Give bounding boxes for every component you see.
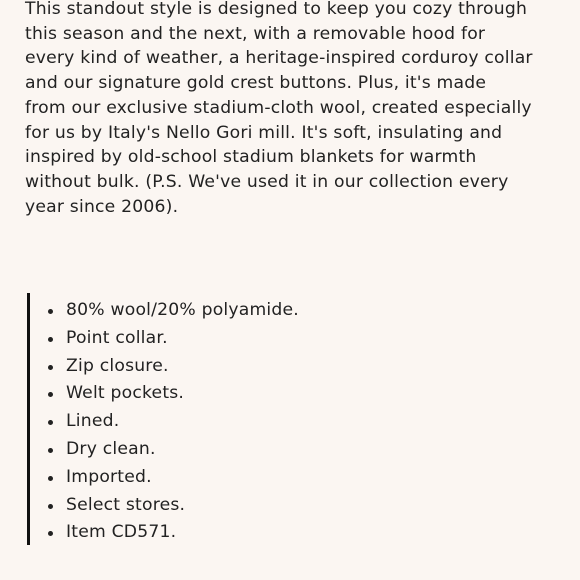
list-item-label: Dry clean. [66, 438, 156, 459]
list-item [48, 492, 299, 520]
list-item-label: Item CD571. [66, 522, 177, 543]
list-item-label: 80% wool/20% polyamide. [66, 300, 299, 320]
list-item-label: Select stores. [66, 494, 186, 515]
description-line: inspired by old-school stadium blankets for warmth [25, 147, 477, 168]
product-details-list [27, 293, 299, 545]
bullet-icon [48, 392, 53, 397]
list-item [48, 436, 299, 464]
bullet-icon [48, 531, 53, 536]
bullet-icon [48, 448, 53, 453]
list-item-label: Point collar. [66, 327, 168, 348]
list-item [48, 325, 299, 353]
list-item [48, 408, 299, 436]
list-item-label: Lined. [66, 411, 120, 432]
bullet-icon [48, 337, 53, 342]
list-item [48, 380, 299, 408]
details-bullet-list [30, 293, 299, 547]
bullet-icon [48, 420, 53, 425]
list-item-label: Welt pockets. [66, 383, 185, 404]
description-line: this season and the next, with a removable hood for [25, 23, 486, 44]
list-item [48, 519, 299, 547]
description-line: every kind of weather, a heritage-inspired corduroy collar [25, 48, 533, 69]
list-item [48, 297, 299, 325]
description-line: from our exclusive stadium-cloth wool, created especially [25, 97, 532, 118]
bullet-icon [48, 365, 53, 370]
description-line: year since 2006). [25, 196, 179, 217]
list-item [48, 464, 299, 492]
bullet-icon [48, 309, 53, 314]
list-item [48, 353, 299, 381]
description-line: for us by Italy's Nello Gori mill. It's soft, insulating and [25, 122, 503, 143]
bullet-icon [48, 504, 53, 509]
description-line: This standout style is designed to keep you cozy through [25, 0, 528, 19]
description-line: without bulk. (P.S. We've used it in our collection every [25, 171, 509, 192]
product-description [25, 0, 565, 219]
list-item-label: Imported. [66, 466, 152, 487]
list-item-label: Zip closure. [66, 355, 169, 376]
description-line: and our signature gold crest buttons. Plus, it's made [25, 73, 487, 94]
bullet-icon [48, 476, 53, 481]
